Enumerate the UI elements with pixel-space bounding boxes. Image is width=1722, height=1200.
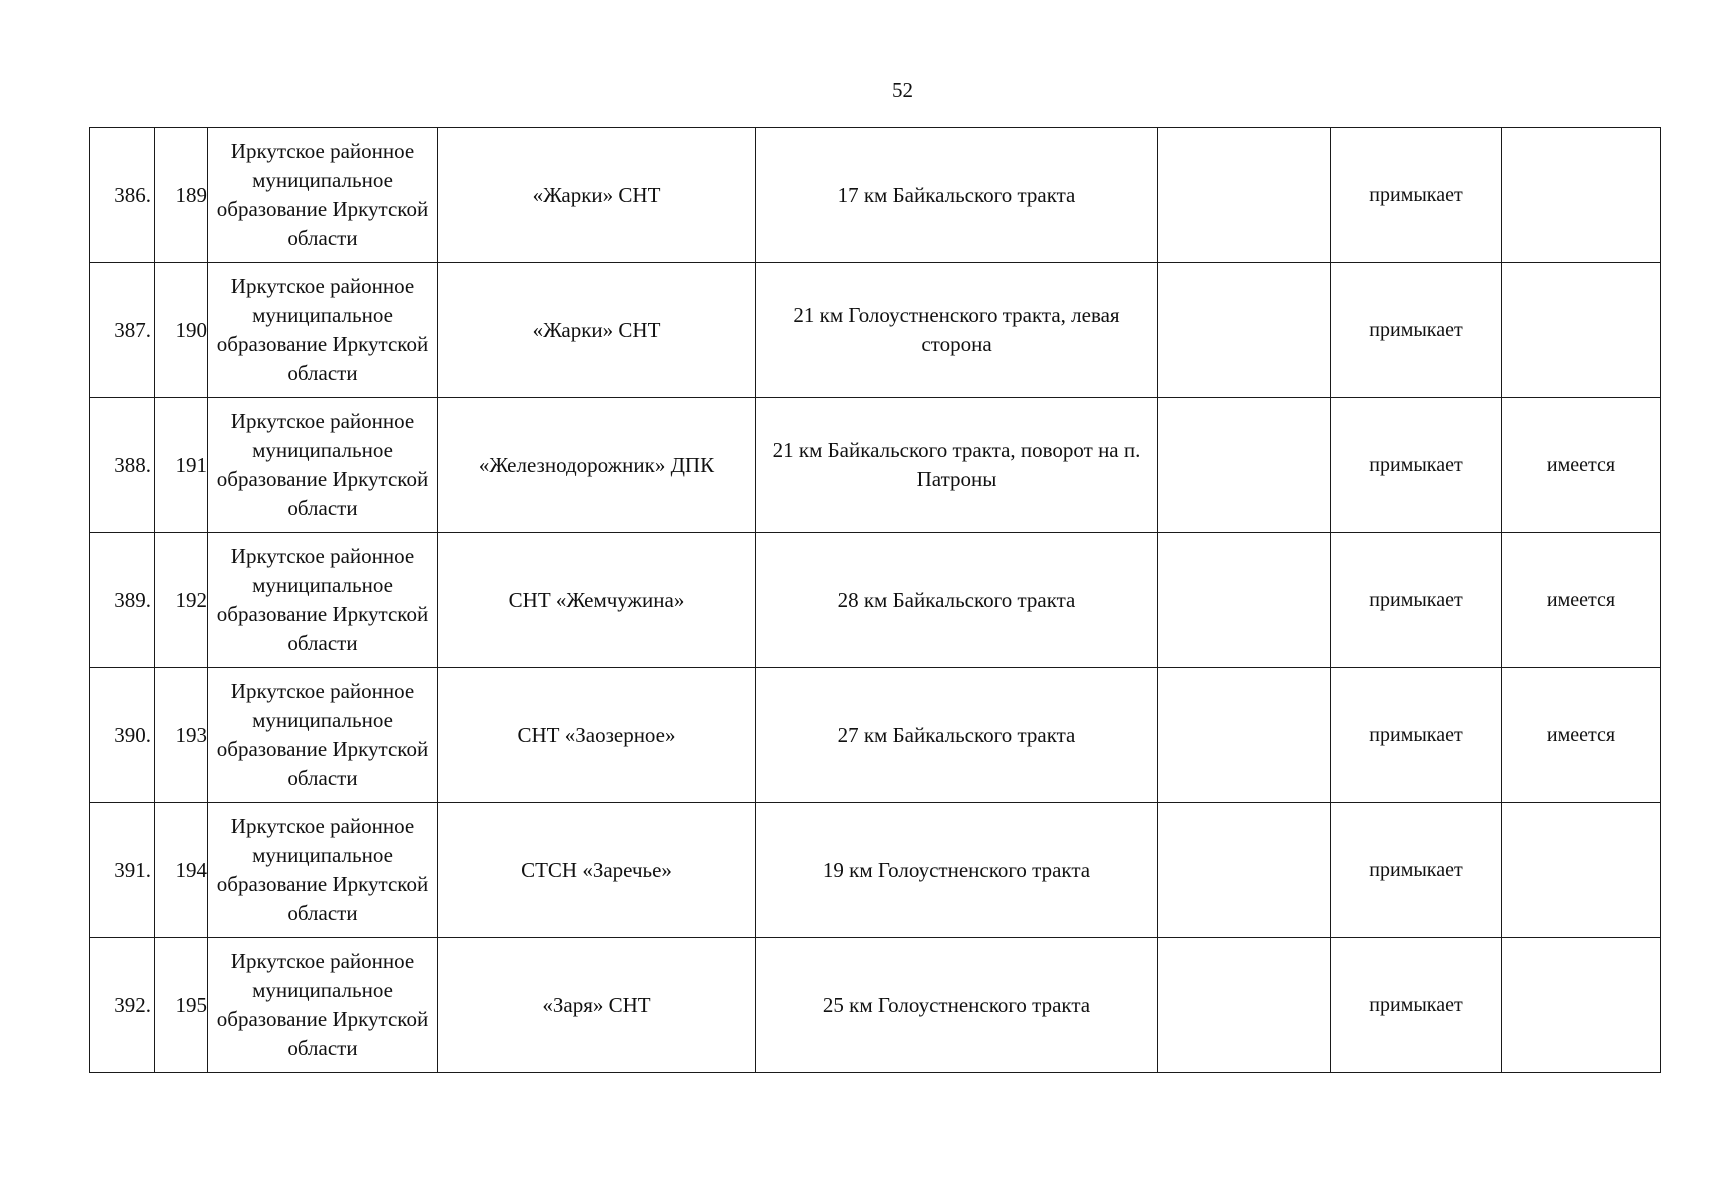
flag-cell bbox=[1502, 938, 1661, 1073]
code-cell: 194 bbox=[155, 803, 208, 938]
row-number-cell: 390. bbox=[90, 668, 155, 803]
flag-cell: имеется bbox=[1502, 668, 1661, 803]
flag-cell: имеется bbox=[1502, 533, 1661, 668]
location-cell: 21 км Байкальского тракта, поворот на п. Патроны bbox=[756, 398, 1158, 533]
location-cell: 27 км Байкальского тракта bbox=[756, 668, 1158, 803]
location-cell: 28 км Байкальского тракта bbox=[756, 533, 1158, 668]
name-cell: СТСН «Заречье» bbox=[438, 803, 756, 938]
row-number-cell: 388. bbox=[90, 398, 155, 533]
row-number-cell: 387. bbox=[90, 263, 155, 398]
status-cell: примыкает bbox=[1331, 398, 1502, 533]
empty-cell bbox=[1158, 398, 1331, 533]
empty-cell bbox=[1158, 533, 1331, 668]
code-cell: 190 bbox=[155, 263, 208, 398]
municipality-cell: Иркутское районное муниципальное образование Иркутской области bbox=[208, 803, 438, 938]
table-row bbox=[90, 263, 1661, 398]
municipality-cell: Иркутское районное муниципальное образование Иркутской области bbox=[208, 128, 438, 263]
table-row bbox=[90, 398, 1661, 533]
name-cell: «Жарки» СНТ bbox=[438, 263, 756, 398]
flag-cell bbox=[1502, 263, 1661, 398]
name-cell: «Жарки» СНТ bbox=[438, 128, 756, 263]
table-row bbox=[90, 668, 1661, 803]
municipality-cell: Иркутское районное муниципальное образование Иркутской области bbox=[208, 533, 438, 668]
status-cell: примыкает bbox=[1331, 668, 1502, 803]
registry-table bbox=[89, 127, 1661, 1073]
empty-cell bbox=[1158, 938, 1331, 1073]
location-cell: 19 км Голоустненского тракта bbox=[756, 803, 1158, 938]
location-cell: 25 км Голоустненского тракта bbox=[756, 938, 1158, 1073]
municipality-cell: Иркутское районное муниципальное образование Иркутской области bbox=[208, 938, 438, 1073]
row-number-cell: 386. bbox=[90, 128, 155, 263]
row-number-cell: 392. bbox=[90, 938, 155, 1073]
flag-cell bbox=[1502, 128, 1661, 263]
page-number: 52 bbox=[892, 78, 913, 102]
table-row bbox=[90, 938, 1661, 1073]
empty-cell bbox=[1158, 263, 1331, 398]
table-row bbox=[90, 803, 1661, 938]
status-cell: примыкает bbox=[1331, 938, 1502, 1073]
code-cell: 192 bbox=[155, 533, 208, 668]
municipality-cell: Иркутское районное муниципальное образование Иркутской области bbox=[208, 263, 438, 398]
code-cell: 195 bbox=[155, 938, 208, 1073]
empty-cell bbox=[1158, 128, 1331, 263]
empty-cell bbox=[1158, 803, 1331, 938]
location-cell: 17 км Байкальского тракта bbox=[756, 128, 1158, 263]
status-cell: примыкает bbox=[1331, 533, 1502, 668]
table-row bbox=[90, 128, 1661, 263]
status-cell: примыкает bbox=[1331, 803, 1502, 938]
code-cell: 189 bbox=[155, 128, 208, 263]
name-cell: СНТ «Жемчужина» bbox=[438, 533, 756, 668]
location-cell: 21 км Голоустненского тракта, левая сторона bbox=[756, 263, 1158, 398]
flag-cell: имеется bbox=[1502, 398, 1661, 533]
flag-cell bbox=[1502, 803, 1661, 938]
code-cell: 193 bbox=[155, 668, 208, 803]
row-number-cell: 389. bbox=[90, 533, 155, 668]
table-row bbox=[90, 533, 1661, 668]
code-cell: 191 bbox=[155, 398, 208, 533]
name-cell: «Железнодорожник» ДПК bbox=[438, 398, 756, 533]
municipality-cell: Иркутское районное муниципальное образование Иркутской области bbox=[208, 398, 438, 533]
empty-cell bbox=[1158, 668, 1331, 803]
row-number-cell: 391. bbox=[90, 803, 155, 938]
name-cell: «Заря» СНТ bbox=[438, 938, 756, 1073]
status-cell: примыкает bbox=[1331, 263, 1502, 398]
name-cell: СНТ «Заозерное» bbox=[438, 668, 756, 803]
municipality-cell: Иркутское районное муниципальное образование Иркутской области bbox=[208, 668, 438, 803]
status-cell: примыкает bbox=[1331, 128, 1502, 263]
